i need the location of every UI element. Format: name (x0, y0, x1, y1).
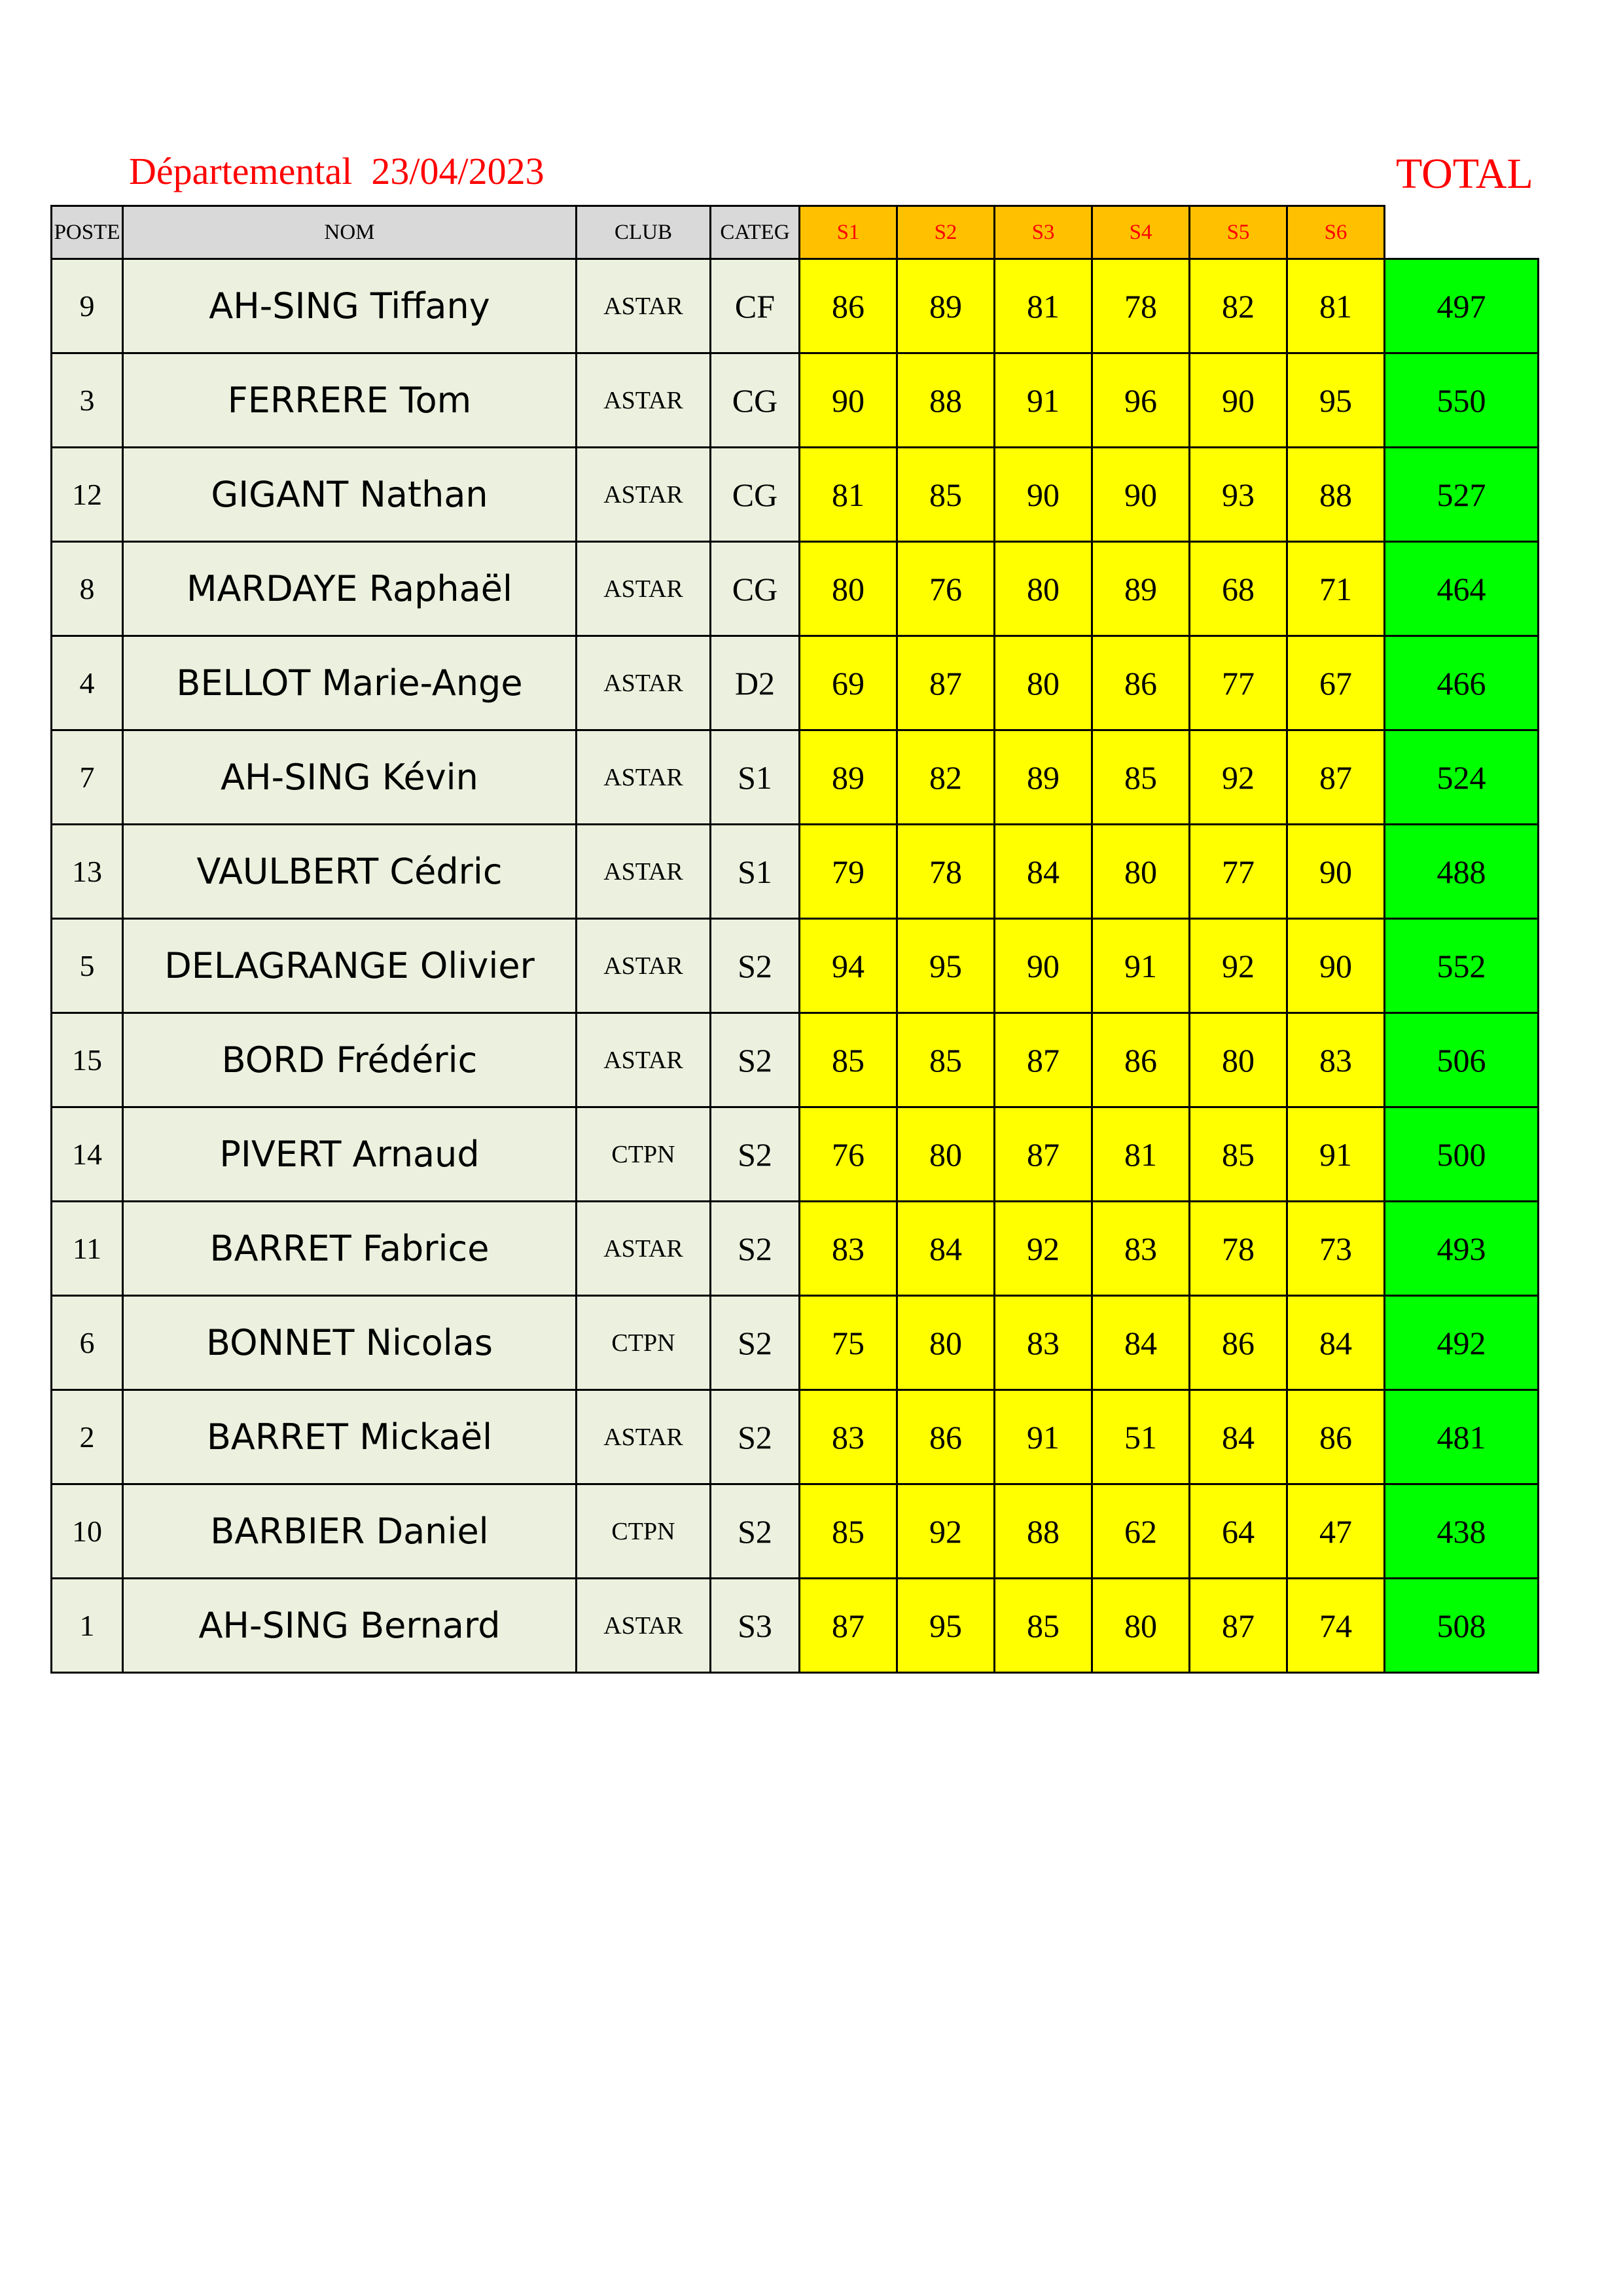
cell-s2: 78 (897, 825, 995, 919)
total-heading: TOTAL (1396, 150, 1533, 198)
cell-categ: S2 (711, 1296, 800, 1390)
cell-club: ASTAR (577, 1579, 711, 1673)
cell-s1: 83 (800, 1202, 897, 1296)
cell-s3: 81 (995, 259, 1092, 353)
cell-nom: BONNET Nicolas (123, 1296, 577, 1390)
cell-nom: DELAGRANGE Olivier (123, 919, 577, 1013)
cell-s3: 80 (995, 542, 1092, 636)
cell-categ: CF (711, 259, 800, 353)
cell-s1: 94 (800, 919, 897, 1013)
table-row (52, 1484, 1539, 1579)
cell-club: ASTAR (577, 825, 711, 919)
cell-s6: 95 (1287, 353, 1385, 448)
cell-nom: PIVERT Arnaud (123, 1107, 577, 1202)
cell-s4: 81 (1092, 1107, 1190, 1202)
cell-s1: 86 (800, 259, 897, 353)
cell-categ: S2 (711, 1484, 800, 1579)
cell-s5: 68 (1190, 542, 1287, 636)
cell-categ: CG (711, 542, 800, 636)
col-header-s5: S5 (1190, 206, 1287, 259)
table-row (52, 1390, 1539, 1484)
cell-poste: 6 (52, 1296, 123, 1390)
cell-poste: 4 (52, 636, 123, 730)
table-row (52, 919, 1539, 1013)
cell-club: CTPN (577, 1484, 711, 1579)
cell-s2: 80 (897, 1107, 995, 1202)
cell-s1: 85 (800, 1484, 897, 1579)
cell-s1: 69 (800, 636, 897, 730)
cell-s5: 80 (1190, 1013, 1287, 1107)
cell-total: 508 (1385, 1579, 1539, 1673)
col-header-s1: S1 (800, 206, 897, 259)
cell-s1: 90 (800, 353, 897, 448)
cell-total: 527 (1385, 448, 1539, 542)
cell-nom: BORD Frédéric (123, 1013, 577, 1107)
cell-s4: 86 (1092, 1013, 1190, 1107)
cell-s3: 84 (995, 825, 1092, 919)
cell-s5: 90 (1190, 353, 1287, 448)
cell-s5: 86 (1190, 1296, 1287, 1390)
cell-total: 500 (1385, 1107, 1539, 1202)
cell-s2: 80 (897, 1296, 995, 1390)
results-table (50, 205, 1539, 1674)
table-row (52, 542, 1539, 636)
table-row (52, 1579, 1539, 1673)
cell-nom: GIGANT Nathan (123, 448, 577, 542)
col-header-s4: S4 (1092, 206, 1190, 259)
cell-s4: 62 (1092, 1484, 1190, 1579)
cell-s3: 88 (995, 1484, 1092, 1579)
cell-s5: 92 (1190, 919, 1287, 1013)
cell-club: CTPN (577, 1107, 711, 1202)
cell-s3: 85 (995, 1579, 1092, 1673)
cell-total: 481 (1385, 1390, 1539, 1484)
cell-s4: 96 (1092, 353, 1190, 448)
cell-nom: VAULBERT Cédric (123, 825, 577, 919)
cell-s5: 78 (1190, 1202, 1287, 1296)
page-title: Départemental 23/04/2023 (129, 150, 544, 192)
cell-total: 466 (1385, 636, 1539, 730)
cell-poste: 8 (52, 542, 123, 636)
cell-s1: 83 (800, 1390, 897, 1484)
cell-s3: 89 (995, 730, 1092, 825)
cell-club: ASTAR (577, 730, 711, 825)
cell-s4: 85 (1092, 730, 1190, 825)
cell-nom: FERRERE Tom (123, 353, 577, 448)
cell-nom: BARRET Fabrice (123, 1202, 577, 1296)
cell-categ: S1 (711, 730, 800, 825)
cell-s6: 91 (1287, 1107, 1385, 1202)
cell-total: 492 (1385, 1296, 1539, 1390)
cell-nom: AH-SING Bernard (123, 1579, 577, 1673)
cell-s6: 86 (1287, 1390, 1385, 1484)
cell-s1: 87 (800, 1579, 897, 1673)
cell-poste: 2 (52, 1390, 123, 1484)
col-header-s2: S2 (897, 206, 995, 259)
table-row (52, 730, 1539, 825)
cell-total: 488 (1385, 825, 1539, 919)
cell-categ: CG (711, 353, 800, 448)
cell-s4: 89 (1092, 542, 1190, 636)
cell-s2: 95 (897, 1579, 995, 1673)
cell-s5: 92 (1190, 730, 1287, 825)
cell-s1: 85 (800, 1013, 897, 1107)
col-header-s3: S3 (995, 206, 1092, 259)
cell-club: ASTAR (577, 259, 711, 353)
table-row (52, 353, 1539, 448)
cell-nom: AH-SING Kévin (123, 730, 577, 825)
cell-nom: MARDAYE Raphaël (123, 542, 577, 636)
col-header-total-blank (1385, 206, 1539, 259)
cell-s4: 86 (1092, 636, 1190, 730)
cell-poste: 1 (52, 1579, 123, 1673)
cell-s5: 85 (1190, 1107, 1287, 1202)
cell-s6: 90 (1287, 919, 1385, 1013)
cell-s2: 86 (897, 1390, 995, 1484)
cell-s3: 87 (995, 1107, 1092, 1202)
table-row (52, 1013, 1539, 1107)
cell-s3: 91 (995, 1390, 1092, 1484)
cell-nom: BARRET Mickaël (123, 1390, 577, 1484)
cell-s5: 93 (1190, 448, 1287, 542)
col-header-nom: NOM (123, 206, 577, 259)
cell-s4: 83 (1092, 1202, 1190, 1296)
cell-s1: 80 (800, 542, 897, 636)
table-row (52, 259, 1539, 353)
cell-s4: 80 (1092, 1579, 1190, 1673)
table-row (52, 1107, 1539, 1202)
cell-s5: 77 (1190, 825, 1287, 919)
cell-poste: 3 (52, 353, 123, 448)
cell-s6: 67 (1287, 636, 1385, 730)
cell-s6: 87 (1287, 730, 1385, 825)
cell-s2: 82 (897, 730, 995, 825)
cell-s5: 84 (1190, 1390, 1287, 1484)
cell-s2: 85 (897, 1013, 995, 1107)
cell-s6: 73 (1287, 1202, 1385, 1296)
cell-categ: S1 (711, 825, 800, 919)
table-row (52, 825, 1539, 919)
cell-s6: 47 (1287, 1484, 1385, 1579)
cell-total: 506 (1385, 1013, 1539, 1107)
cell-club: ASTAR (577, 1390, 711, 1484)
cell-s6: 81 (1287, 259, 1385, 353)
cell-club: ASTAR (577, 636, 711, 730)
cell-s4: 51 (1092, 1390, 1190, 1484)
table-row (52, 636, 1539, 730)
cell-s6: 90 (1287, 825, 1385, 919)
cell-s4: 84 (1092, 1296, 1190, 1390)
cell-club: CTPN (577, 1296, 711, 1390)
table-row (52, 1202, 1539, 1296)
cell-categ: CG (711, 448, 800, 542)
cell-poste: 9 (52, 259, 123, 353)
cell-total: 552 (1385, 919, 1539, 1013)
cell-nom: AH-SING Tiffany (123, 259, 577, 353)
cell-s2: 85 (897, 448, 995, 542)
cell-s6: 74 (1287, 1579, 1385, 1673)
cell-s1: 76 (800, 1107, 897, 1202)
cell-poste: 14 (52, 1107, 123, 1202)
cell-club: ASTAR (577, 448, 711, 542)
col-header-s6: S6 (1287, 206, 1385, 259)
cell-poste: 5 (52, 919, 123, 1013)
cell-total: 493 (1385, 1202, 1539, 1296)
cell-s6: 84 (1287, 1296, 1385, 1390)
cell-categ: S2 (711, 919, 800, 1013)
cell-categ: D2 (711, 636, 800, 730)
header-row (52, 206, 1539, 259)
cell-s5: 87 (1190, 1579, 1287, 1673)
cell-s4: 78 (1092, 259, 1190, 353)
cell-club: ASTAR (577, 1202, 711, 1296)
cell-total: 464 (1385, 542, 1539, 636)
col-header-poste: POSTE (52, 206, 123, 259)
cell-s4: 90 (1092, 448, 1190, 542)
cell-s6: 83 (1287, 1013, 1385, 1107)
table-row (52, 1296, 1539, 1390)
cell-total: 524 (1385, 730, 1539, 825)
cell-s6: 88 (1287, 448, 1385, 542)
cell-total: 550 (1385, 353, 1539, 448)
cell-poste: 15 (52, 1013, 123, 1107)
cell-s3: 91 (995, 353, 1092, 448)
cell-poste: 11 (52, 1202, 123, 1296)
cell-club: ASTAR (577, 542, 711, 636)
cell-nom: BARBIER Daniel (123, 1484, 577, 1579)
cell-s4: 91 (1092, 919, 1190, 1013)
cell-s1: 79 (800, 825, 897, 919)
table-row (52, 448, 1539, 542)
cell-s1: 89 (800, 730, 897, 825)
cell-s2: 89 (897, 259, 995, 353)
cell-s2: 87 (897, 636, 995, 730)
cell-s4: 80 (1092, 825, 1190, 919)
cell-s3: 83 (995, 1296, 1092, 1390)
cell-s3: 90 (995, 919, 1092, 1013)
cell-poste: 12 (52, 448, 123, 542)
col-header-club: CLUB (577, 206, 711, 259)
cell-s5: 77 (1190, 636, 1287, 730)
cell-categ: S3 (711, 1579, 800, 1673)
cell-categ: S2 (711, 1107, 800, 1202)
cell-categ: S2 (711, 1202, 800, 1296)
col-header-categ: CATEG (711, 206, 800, 259)
cell-s5: 82 (1190, 259, 1287, 353)
cell-s2: 84 (897, 1202, 995, 1296)
cell-total: 438 (1385, 1484, 1539, 1579)
cell-s3: 87 (995, 1013, 1092, 1107)
cell-s5: 64 (1190, 1484, 1287, 1579)
cell-club: ASTAR (577, 919, 711, 1013)
cell-s1: 81 (800, 448, 897, 542)
cell-s6: 71 (1287, 542, 1385, 636)
cell-categ: S2 (711, 1013, 800, 1107)
cell-categ: S2 (711, 1390, 800, 1484)
cell-s1: 75 (800, 1296, 897, 1390)
cell-club: ASTAR (577, 1013, 711, 1107)
cell-total: 497 (1385, 259, 1539, 353)
cell-s3: 80 (995, 636, 1092, 730)
cell-nom: BELLOT Marie-Ange (123, 636, 577, 730)
cell-club: ASTAR (577, 353, 711, 448)
cell-s3: 90 (995, 448, 1092, 542)
cell-s2: 95 (897, 919, 995, 1013)
cell-poste: 10 (52, 1484, 123, 1579)
cell-s3: 92 (995, 1202, 1092, 1296)
cell-s2: 88 (897, 353, 995, 448)
cell-s2: 76 (897, 542, 995, 636)
cell-poste: 13 (52, 825, 123, 919)
cell-s2: 92 (897, 1484, 995, 1579)
cell-poste: 7 (52, 730, 123, 825)
